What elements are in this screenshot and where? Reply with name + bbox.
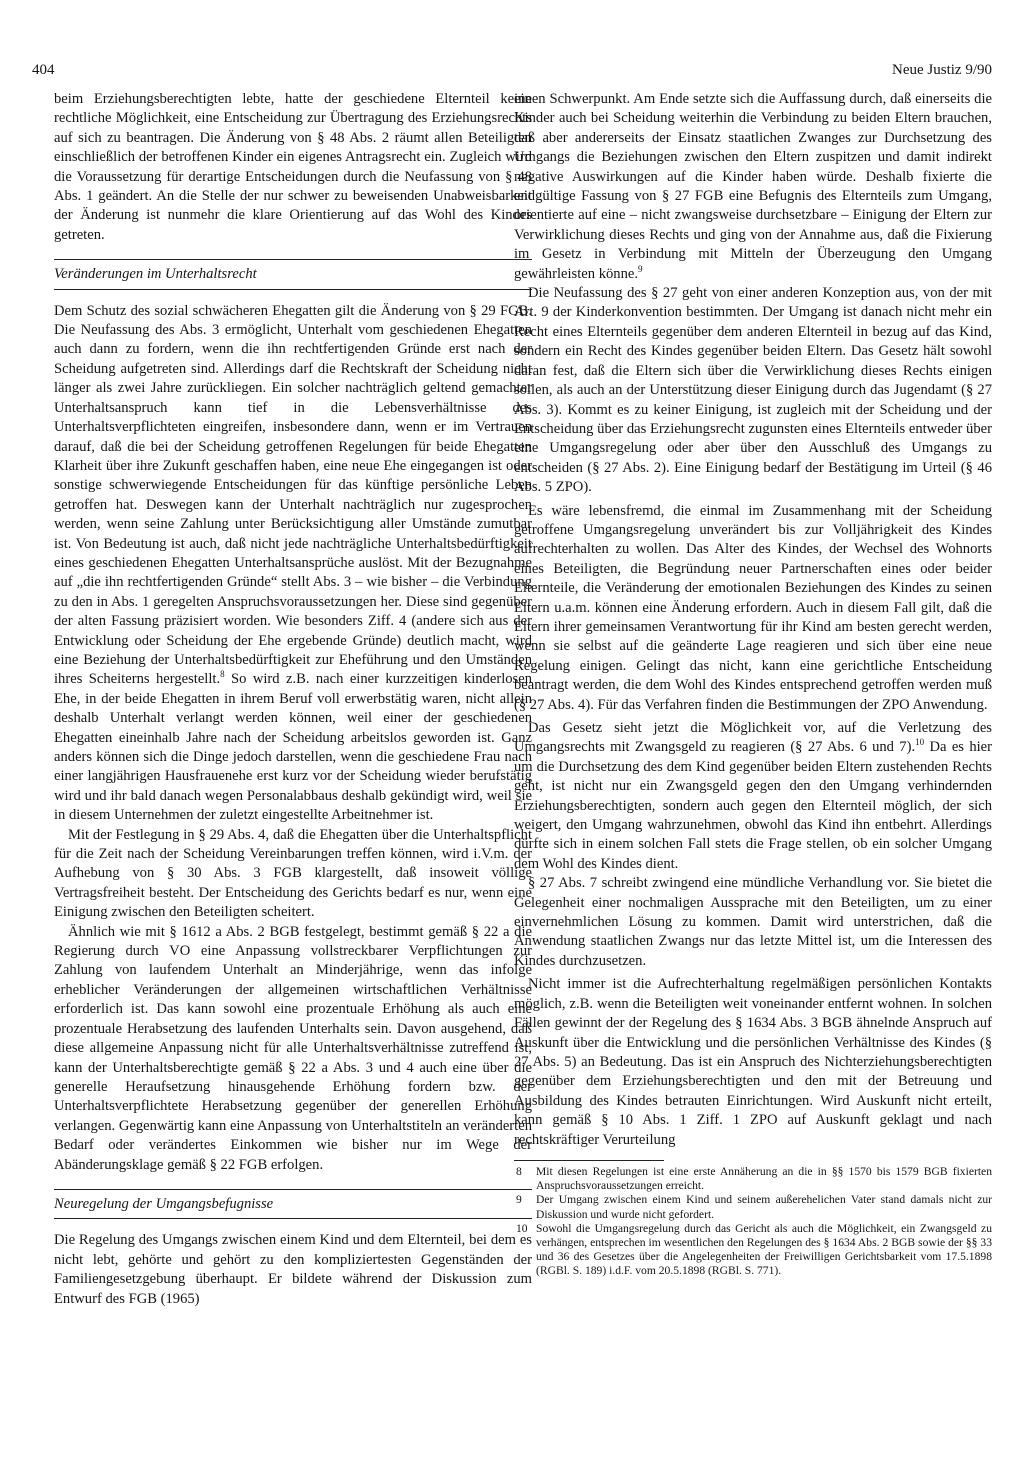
footnote-text: Der Umgang zwischen einem Kind und seinem außerehelichen Vater stand damals nicht zur Diskussion und wurde nicht gefordert. [536,1193,992,1221]
paragraph: Mit der Festlegung in § 29 Abs. 4, daß die Ehegatten über die Unterhaltspflicht für die Zeit nach der Scheidung Vereinbarungen treffen können, wird i.V.m. der Aufhebung von § 30 Abs. 3 FGB klargestellt, daß insoweit völlige Vertragsfreiheit besteht. Der Entscheidung des Gerichts bedarf es nur, wenn eine Einigung zwischen den Beteiligten scheitert. [54,826,532,921]
paragraph: Die Regelung des Umgangs zwischen einem Kind und dem Elternteil, bei dem es nicht lebt, gehörte und gehört zu den kompliziertesten Gegenständen der Familiengesetzgebung überhaupt. Er bildete während der Diskussion zum Entwurf des FGB (1965) [54,1232,532,1307]
footnote-ref: 10 [915,737,925,748]
section-heading: Neuregelung der Umgangsbefugnisse [54,1189,532,1219]
section-heading: Veränderungen im Unterhaltsrecht [54,259,532,289]
paragraph: Nicht immer ist die Aufrechterhaltung regelmäßigen persönlichen Kontakts möglich, z.B. wenn die Beteiligten weit voneinander entfernt wohnen. In solchen Fällen gewinnt der der Regelung des § 1634 Abs. 3 BGB ähnelnde Anspruch auf Auskunft über die Entwicklung und die persönlichen Verhältnisse des Kindes (§ 27 Abs. 5) an Bedeutung. Das ist ein Anspruch des Nichterziehungsberechtigten gegenüber dem Erziehungsberechtigten und den mit der Betreuung und Ausbildung des Kindes betrauten Einrichtungen. Wird Auskunft nicht erteilt, kann gemäß § 10 Abs. 1 Ziff. 1 ZPO auf Auskunft geklagt und nach rechtskräftiger Verurteilung [514,976,992,1148]
footnote-ref: 8 [220,669,225,680]
paragraph: beim Erziehungsberechtigten lebte, hatte der geschiedene Elternteil keine rechtliche Möglichkeit, eine Entscheidung zur Übertragung des Erziehungsrechts auf sich zu beantragen. Die Änderung von § 48 Abs. 2 räumt allen Beteiligten einschließlich der betroffenen Kinder ein eigenes Antragsrecht ein. Zugleich wird die Voraussetzung für derartige Entscheidungen durch die Neufassung von § 48 Abs. 1 geändert. An die Stelle der nur schwer zu beweisenden Unabweisbarkeit der Änderung ist nunmehr die klare Orientierung auf das Wohl des Kindes getreten. [54,91,532,243]
footnote-text: Mit diesen Regelungen ist eine erste Annäherung an die in §§ 1570 bis 1579 BGB fixierten Anspruchsvoraussetzungen erreicht. [536,1164,992,1193]
paragraph-text: Dem Schutz des sozial schwächeren Ehegatten gilt die Änderung von § 29 FGB. Die Neufassung des Abs. 3 ermöglicht, Unterhalt vom geschiedenen Ehegatten auch dann zu fordern, wenn die ihn rechtfertigenden Gründe erst nach der Scheidung aufgetreten sind. Allerdings darf die Rechtskraft der Scheidung nicht länger als zwei Jahre zurückliegen. Ein solcher nachträglich geltend gemachter Unterhaltsanspruch kann tief in die Lebensverhältnisse des Unterhaltsverpflichteten eingreifen, insbesondere dann, wenn er im Vertrauen darauf, daß die bei der Scheidung getroffenen Regelungen für beide Ehegatten Klarheit über ihre Zukunft geschaffen haben, eine neue Ehe eingegangen ist oder sonstige schwerwiegende Entscheidungen für das künftige persönliche Leben getroffen hat. Deswegen kann der Unterhalt nachträglich nur zugesprochen werden, wenn seine Zahlung unter Berücksichtigung aller Umstände zumutbar ist. Von Bedeutung ist auch, daß nicht jede nachträgliche Unterhaltsbedürftigkeit eines geschiedenen Ehegatten Unterhaltsansprüche auslöst. Mit der Bezugnahme auf „die ihn rechtfertigenden Gründe“ stellt Abs. 3 – wie bisher – die Verbindung zu den in Abs. 1 geregelten Anspruchsvoraussetzungen her. Diese sind gegenüber der alten Fassung präzisiert worden. Wie besonders Ziff. 4 (andere sich aus der Entwicklung oder Scheidung der Ehe ergebende Gründe) deutlich macht, wird eine Beziehung der Unterhaltsbedürftigkeit zur Eheführung und den Umständen ihres Scheiterns hergestellt. [54,302,532,688]
paragraph: Die Neufassung des § 27 geht von einer anderen Konzeption aus, von der mit Art. 9 der Kinderkonvention bestimmten. Der Umgang ist danach nicht mehr ein Recht eines Elternteils gegenüber dem anderen Elternteil in bezug auf das Kind, sondern ein Recht des Kindes gegenüber beiden Eltern. Das Gesetz hält sowohl daran fest, daß die Eltern sich über die Verwirklichung dieses Rechts einigen sollen, als auch an der Unterstützung dieser Einigung durch das Jugendamt (§ 27 Abs. 3). Kommt es zu keiner Einigung, ist zugleich mit der Scheidung und der Entscheidung über das Erziehungsrecht zugunsten eines Elternteils entweder über eine Umgangsregelung oder aber über den Ausschluß des Umgangs zu entscheiden (§ 27 Abs. 2). Eine Einigung bedarf der Bestätigung im Urteil (§ 46 Abs. 5 ZPO). [514,285,992,496]
page-header [32,62,992,82]
paragraph: Es wäre lebensfremd, die einmal im Zusammenhang mit der Scheidung getroffene Umgangsregelung unverändert bis zur Volljährigkeit des Kindes aufrechterhalten zu wollen. Das Alter des Kindes, der Wechsel des Wohnorts eines Beteiligten, die Begründung neuer Partnerschaften eines oder beider Elternteile, die Veränderung der emotionalen Beziehungen des Kindes zu seinen Eltern u.a.m. können eine Änderung erfordern. Auch in diesem Fall gilt, daß die Eltern ihrer gemeinsamen Verantwortung für ihr Kind am besten gerecht werden, wenn sie selbst auf die geänderte Lage reagieren und sich über eine neue Regelung einigen. Gelingt das nicht, kann eine gerichtliche Entscheidung beantragt werden, die dem Wohl des Kindes entsprechend getroffen werden muß (§ 27 Abs. 4). Für das Verfahren finden die Bestimmungen der ZPO Anwendung. [514,502,992,713]
footnote [514,1165,992,1193]
page-number: 404 [32,62,55,78]
paragraph-text: Das Gesetz sieht jetzt die Möglichkeit vor, auf die Verletzung des Umgangsrechts mit Zwangsgeld zu reagieren (§ 27 Abs. 6 und 7). [514,720,992,756]
footnote [514,1222,992,1279]
left-column [54,90,532,1309]
journal-issue: Neue Justiz 9/90 [892,62,992,78]
paragraph-text: Da es hier um die Durchsetzung des dem Kind gegenüber beiden Eltern zustehenden Rechts geht, ist nicht nur ein Zwangsgeld gegen den den Umgang verhindernden Erziehungsberechtigten, sondern auch gegen den Elternteil möglich, der sich weigert, den Umgang wahrzunehmen, obwohl das Kind ihn entbehrt. Allerdings dürfte sich in einem solchen Fall stets die Frage stellen, ob ein solcher Umgang dem Wohl des Kindes dient. [514,739,993,872]
paragraph: Ähnlich wie mit § 1612 a Abs. 2 BGB festgelegt, bestimmt gemäß § 22 a die Regierung durch VO eine Anpassung vollstreckbarer Verpflichtungen zur Zahlung von laufendem Unterhalt an Minderjährige, wenn das infolge erheblicher Veränderungen der allgemeinen wirtschaftlichen Verhältnisse erforderlich ist. Das kann sowohl eine prozentuale Erhöhung als auch eine prozentuale Herabsetzung des laufenden Unterhalts sein. Davon ausgehend, daß diese allgemeine Anpassung nicht für alle Unterhaltsverhältnisse zutreffend ist, kann der Unterhaltsberechtigte gemäß § 22 a Abs. 3 und 4 auch eine über die generelle Heraufsetzung hinausgehende Erhöhung fordern bzw. der Unterhaltsverpflichtete Herabsetzung gegenüber der generellen Erhöhung verlangen. Gegenwärtig kann eine Anpassung von Unterhaltstiteln an veränderten Bedarf oder verändertes Einkommen wie bisher nur im Wege der Abänderungsklage gemäß § 22 FGB erfolgen. [54,923,532,1173]
footnote-ref: 9 [638,263,643,274]
footnote-number: 9 [516,1193,522,1207]
paragraph-text: einen Schwerpunkt. Am Ende setzte sich die Auffassung durch, daß einerseits die Kinder auch bei Scheidung weiterhin die Verbindung zu beiden Eltern brauchen, daß aber andererseits der Einsatz staatlichen Zwanges zur Durchsetzung des Umgangs die Beziehungen zwischen den Eltern zuspitzen und damit indirekt negative Auswirkungen auf die Kinder haben würde. Deshalb fixierte die endgültige Fassung von § 27 FGB eine Befugnis des Elternteils zum Umgang, orientierte auf eine – nicht zwangsweise durchsetzbare – Einigung der Eltern zur Verwirklichung dieses Rechts und ging von der Annahme aus, daß die Fixierung im Gesetz in Verbindung mit Mitteln der Überzeugung den Umgang gewährleisten könne. [514,91,992,282]
footnote-number: 8 [516,1164,522,1178]
footnote-divider [514,1160,664,1161]
footnote-text: Sowohl die Umgangsregelung durch das Gericht als auch die Möglichkeit, ein Zwangsgeld zu verhängen, entsprechen im wesentlichen den Regelungen des § 1634 Abs. 2 BGB sowie der §§ 33 und 36 des Gesetzes über die Angelegenheiten der Freiwilligen Gerichtsbarkeit vom 17.5.1898 (RGBl. S. 189) i.d.F. vom 20.5.1898 (RGBl. S. 771). [536,1221,992,1278]
paragraph [514,719,992,874]
paragraph [54,302,532,826]
paragraph: § 27 Abs. 7 schreibt zwingend eine mündliche Verhandlung vor. Sie bietet die Gelegenheit einer nochmaligen Aussprache mit den Beteiligten, um zu einer einvernehmlichen Lösung zu kommen. Damit wird unterstrichen, daß die Anwendung staatlichen Zwangs nur das letzte Mittel ist, um die Interessen des Kindes durchzusetzen. [514,875,992,969]
footnotes [514,1165,992,1279]
paragraph [514,90,992,284]
footnote-number: 10 [516,1221,528,1235]
paragraph-text: So wird z.B. nach einer kurzzeitigen kinderlosen Ehe, in der beide Ehegatten in ihrem Beruf voll erwerbstätig waren, nicht allein deshalb Unterhalt verlangt werden können, weil einer der geschiedenen Ehegatten eineinhalb Jahre nach der Scheidung arbeitslos geworden ist. Ganz anders können sich die Dinge jedoch darstellen, wenn die geschiedene Frau nach einer langjährigen Hausfrauenehe erst kurz vor der Scheidung wieder berufstätig wird und ihr bald danach wegen Personalabbaus deshalb gekündigt wird, weil sie in diesem Unternehmen der zuletzt eingestellte Arbeitnehmer ist. [54,671,532,824]
footnote [514,1193,992,1221]
right-column [514,90,992,1279]
